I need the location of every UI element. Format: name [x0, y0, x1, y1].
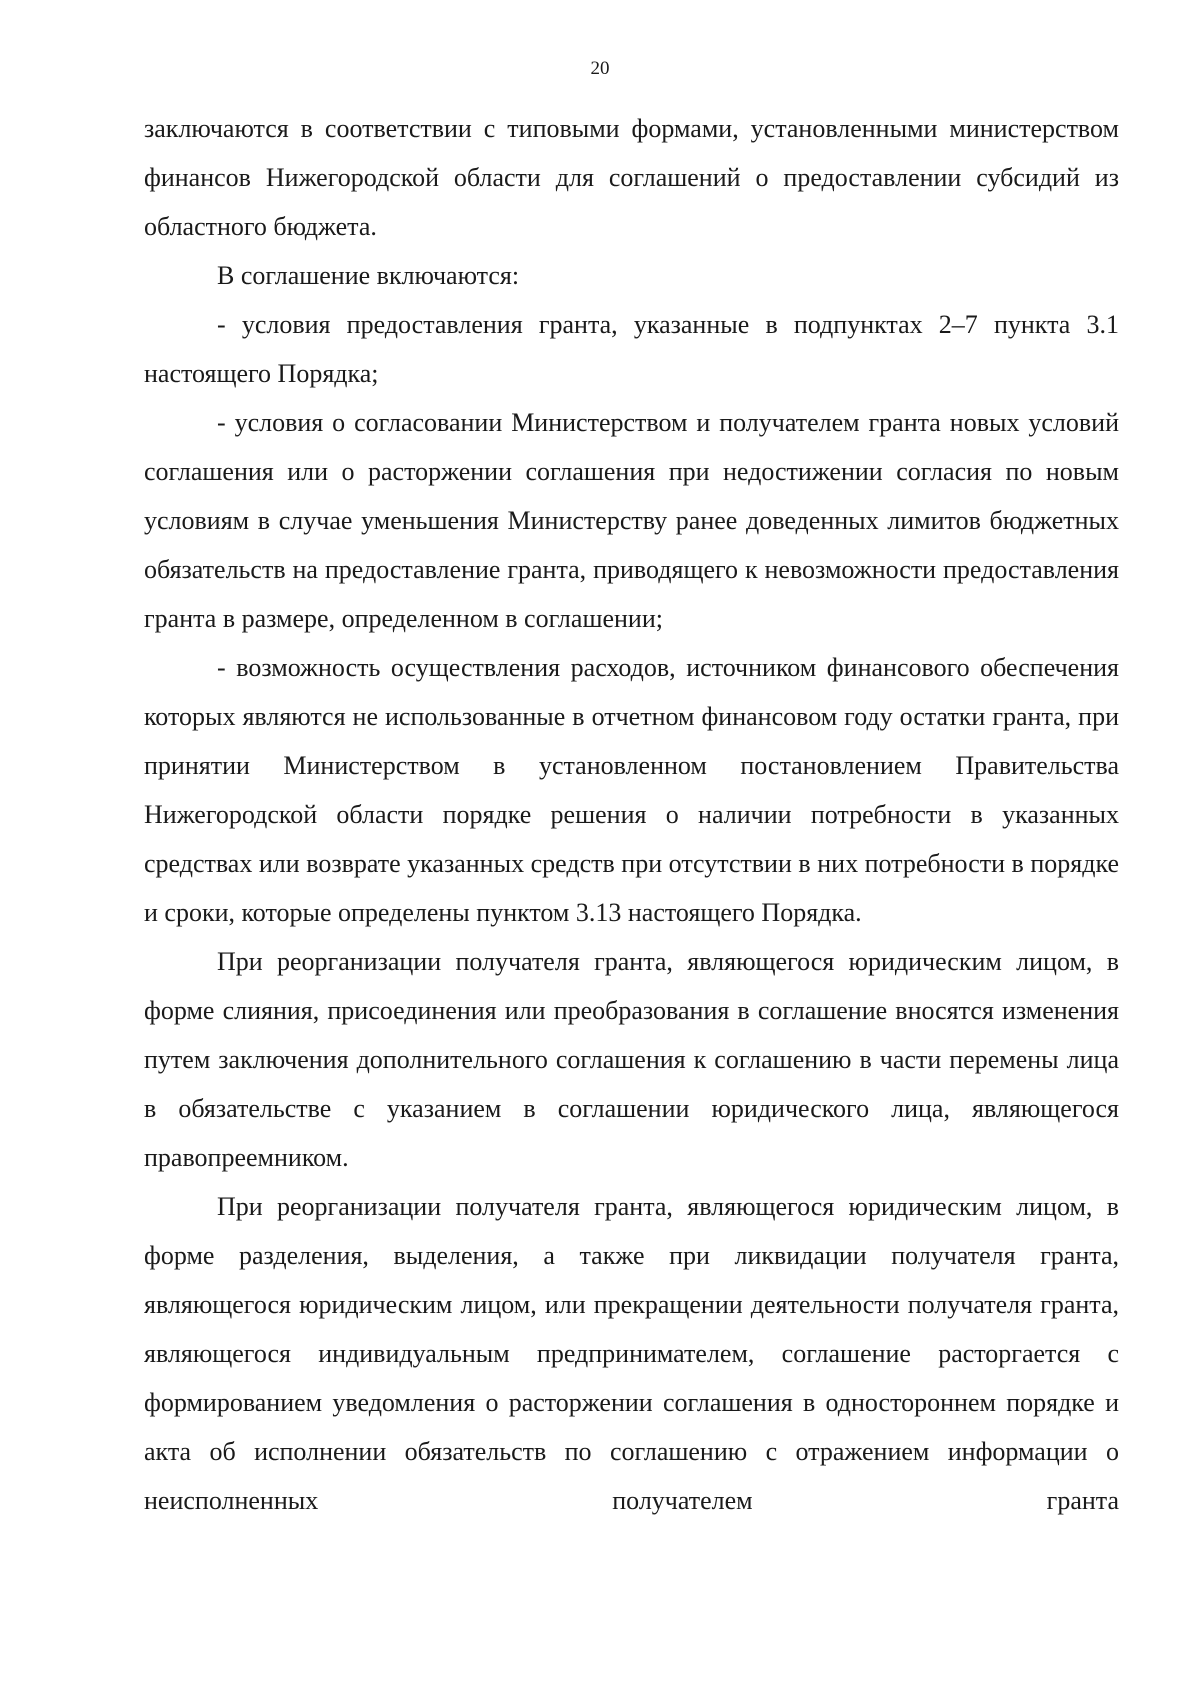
list-item-new-conditions: - условия о согласовании Министерством и получателем гранта новых условий соглашения или о расторжении соглашения при недостижении согласия по новым условиям в случае уменьшения Министерству ранее доведенных лимитов бюджетных обязательств на предоставление гранта, приводящего к невозможности предоставления гранта в размере, определенном в соглашении;	[144, 408, 1119, 633]
paragraph-continuation: заключаются в соответствии с типовыми формами, установленными министерством финансов Нижегородской области для соглашений о предоставлении субсидий из областного бюджета.	[144, 114, 1119, 241]
list-item-grant-conditions: - условия предоставления гранта, указанные в подпунктах 2–7 пункта 3.1 настоящего Порядка;	[144, 310, 1119, 388]
paragraph-reorganization-division: При реорганизации получателя гранта, являющегося юридическим лицом, в форме разделения, выделения, а также при ликвидации получателя гранта, являющегося юридическим лицом, или прекращении деятельности получателя гранта, являющегося индивидуальным предпринимателем, соглашение расторгается с формированием уведомления о расторжении соглашения в одностороннем порядке и акта об исполнении обязательств по соглашению с отражением информации о неисполненных получателем гранта	[144, 1192, 1119, 1515]
document-body	[144, 104, 1119, 1525]
list-item-unused-balance: - возможность осуществления расходов, источником финансового обеспечения которых являются не использованные в отчетном финансовом году остатки гранта, при принятии Министерством в установленном постановлением Правительства Нижегородской области порядке решения о наличии потребности в указанных средствах или возврате указанных средств при отсутствии в них потребности в порядке и сроки, которые определены пунктом 3.13 настоящего Порядка.	[144, 653, 1119, 927]
page-number: 20	[590, 58, 610, 79]
paragraph-agreement-includes: В соглашение включаются:	[217, 261, 520, 290]
paragraph-reorganization-merger: При реорганизации получателя гранта, являющегося юридическим лицом, в форме слияния, присоединения или преобразования в соглашение вносятся изменения путем заключения дополнительного соглашения к соглашению в части перемены лица в обязательстве с указанием в соглашении юридического лица, являющегося правопреемником.	[144, 947, 1119, 1172]
